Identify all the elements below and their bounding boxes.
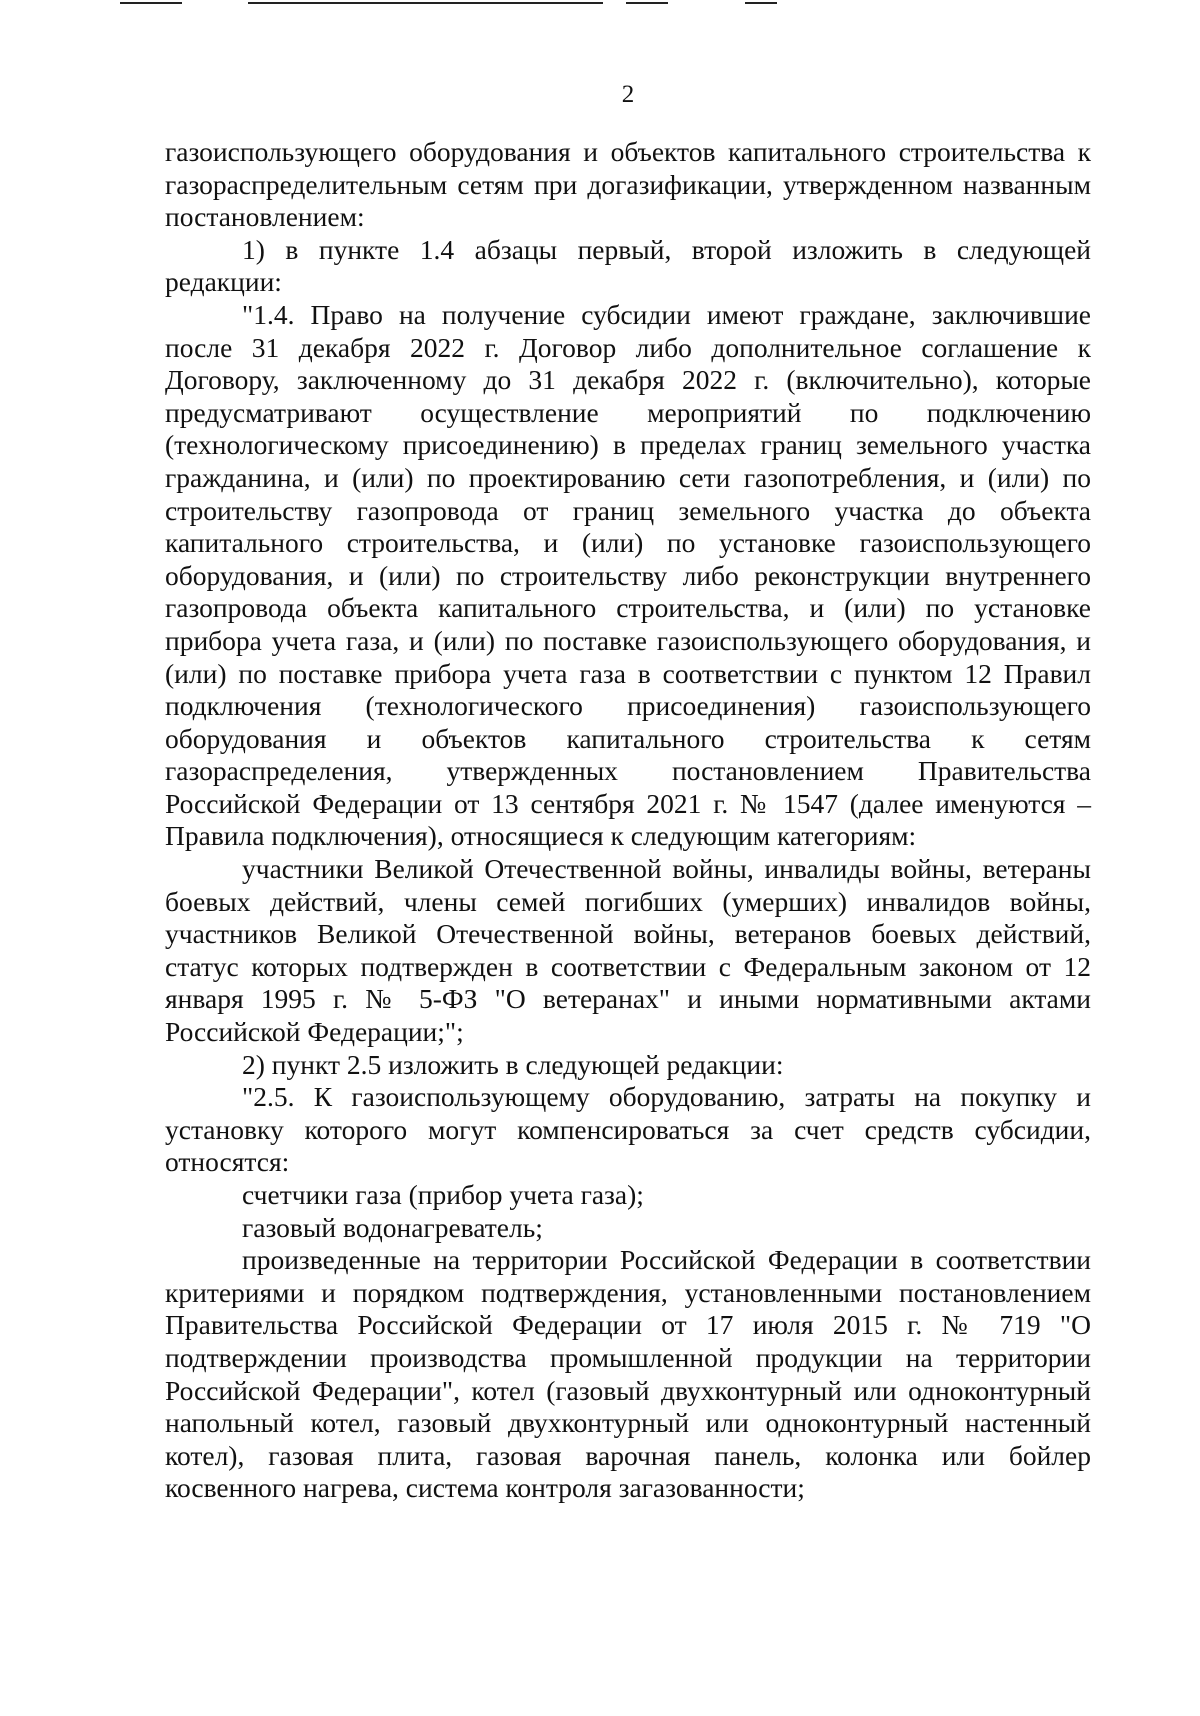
paragraph: 1) в пункте 1.4 абзацы первый, второй изложить в следующей редакции: (165, 233, 1091, 298)
paragraph: 2) пункт 2.5 изложить в следующей редакции: (242, 1048, 784, 1080)
paragraph: произведенные на территории Российской Федерации в соответствии критериями и порядком подтверждения, установленными постановлением Правительства Российской Федерации от 17 июля 2015 г. № 719 "О подтверждении производства промышленной продукции на территории Российской Федерации", котел (газовый двухконтурный или одноконтурный напольный котел, газовый двухконтурный или одноконтурный настенный котел), газовая плита, газовая варочная панель, колонка или бойлер косвенного нагрева, система контроля загазованности; (165, 1244, 1091, 1504)
paragraph: газоиспользующего оборудования и объектов капитального строительства к газораспределительным сетям при догазификации, утвержденном названным постановлением: (165, 136, 1091, 233)
paragraph: газовый водонагреватель; (242, 1211, 543, 1243)
paragraph: участники Великой Отечественной войны, инвалиды войны, ветераны боевых действий, члены семей погибших (умерших) инвалидов войны, участников Великой Отечественной войны, ветеранов боевых действий, статус которых подтвержден в соответствии с Федеральным законом от 12 января 1995 г. № 5-ФЗ "О ветеранах" и иными нормативными актами Российской Федерации;"; (165, 853, 1091, 1048)
paragraph: "1.4. Право на получение субсидии имеют граждане, заключившие после 31 декабря 2022 г. Договор либо дополнительное соглашение к Договору, заключенному до 31 декабря 2022 г. (включительно), которые предусматривают осуществление мероприятий по подключению (технологическому присоединению) в пределах границ земельного участка гражданина, и (или) по проектированию сети газопотребления, и (или) по строительству газопровода от границ земельного участка до объекта капитального строительства, и (или) по установке газоиспользующего оборудования, и (или) по строительству либо реконструкции внутреннего газопровода объекта капитального строительства, и (или) по установке прибора учета газа, и (или) по поставке газоиспользующего оборудования, и (или) по поставке прибора учета газа в соответствии с пунктом 12 Правил подключения (технологического присоединения) газоиспользующего оборудования и объектов капитального строительства к сетям газораспределения, утвержденных постановлением Правительства Российской Федерации от 13 сентября 2021 г. № 1547 (далее именуются – Правила подключения), относящиеся к следующим категориям: (165, 298, 1091, 852)
document-body (165, 136, 1091, 1505)
paragraph: счетчики газа (прибор учета газа); (242, 1179, 644, 1210)
scan-edge-marks (0, 0, 1200, 12)
page-number: 2 (621, 81, 635, 108)
paragraph: "2.5. К газоиспользующему оборудованию, затраты на покупку и установку которого могут компенсироваться за счет средств субсидии, относятся: (165, 1081, 1091, 1178)
